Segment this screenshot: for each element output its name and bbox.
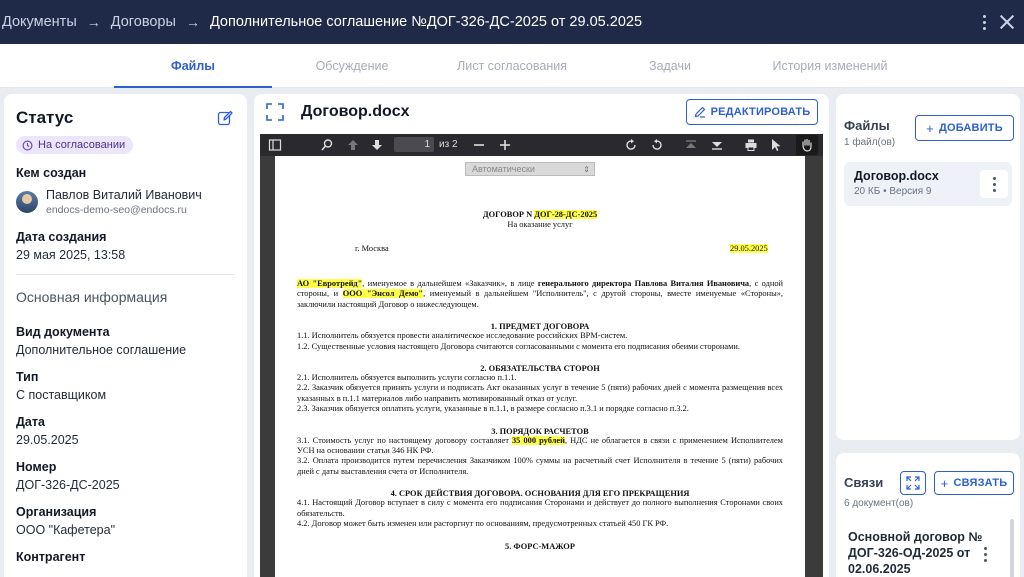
print-icon[interactable] <box>744 138 758 152</box>
tab-discussion[interactable]: Обсуждение <box>315 59 389 73</box>
links-count: 6 документ(ов) <box>844 498 914 509</box>
more-options-icon[interactable] <box>982 15 986 30</box>
breadcrumb-contracts[interactable]: Договоры <box>110 14 176 30</box>
avatar <box>16 191 38 213</box>
contract-amount: 35 000 рублей <box>511 435 565 445</box>
field-label: Дата <box>16 414 45 429</box>
top-bar <box>0 0 1024 44</box>
contract-subtitle: На оказание услуг <box>507 220 573 229</box>
city-date-line <box>297 244 783 255</box>
tab-approval-sheet[interactable]: Лист согласования <box>457 59 567 73</box>
field-counterparty <box>16 550 235 564</box>
rotate-counterclockwise-icon[interactable] <box>650 138 664 152</box>
created-by-label: Кем создан <box>16 165 87 180</box>
edit-document-label: РЕДАКТИРОВАТЬ <box>710 106 811 118</box>
breadcrumb-documents[interactable]: Документы <box>2 14 77 30</box>
next-page-icon[interactable] <box>370 138 384 152</box>
field-label: Тип <box>16 369 39 384</box>
breadcrumb <box>0 14 642 30</box>
document-page <box>275 156 805 577</box>
file-title: Договор.docx <box>301 103 410 120</box>
previous-page-icon[interactable] <box>346 138 360 152</box>
section-paragraph: 4.1. Настоящий Договор вступает в силу с момента его подписания Сторонами и действует до полного выполнения Сторонами своих обязательств. <box>297 498 783 518</box>
add-file-label: ДОБАВИТЬ <box>938 122 1003 134</box>
linked-document[interactable]: Основной договор № ДОГ-326-ОД-2025 от 02.06.2025 <box>848 530 983 576</box>
zoom-out-icon[interactable] <box>472 138 486 152</box>
links-scrollbar[interactable] <box>1010 519 1014 577</box>
expand-icon <box>906 476 920 490</box>
tabs-bar <box>0 44 1024 88</box>
sidebar-toggle-icon[interactable] <box>268 138 282 152</box>
intro-text: , с одной стороны, и <box>297 279 784 299</box>
search-icon[interactable] <box>320 138 334 152</box>
section-5-title: 5. ФОРС-МАЖОР <box>505 541 575 551</box>
section-paragraph: 2.1. Исполнитель обязуется выполнить услуги согласно п.1.1. <box>297 373 517 383</box>
field-organization <box>16 505 235 537</box>
section-paragraph: 3.2. Оплата производится путем перечисления Заказчиком 100% суммы на расчетный счет Исполнителя в течение 5 (пяти) рабочих дней с даты выставления счета от Исполнителя. <box>297 456 783 476</box>
cursor-tool-icon[interactable] <box>769 138 783 152</box>
intro-text: , именуемое в дальнейшем «Заказчик», в лице <box>362 279 538 288</box>
files-panel <box>836 94 1020 440</box>
tab-tasks[interactable]: Задачи <box>649 59 691 73</box>
linked-more-icon[interactable] <box>984 547 987 562</box>
plus-icon: + <box>926 120 934 136</box>
field-doc-kind <box>16 325 235 357</box>
paragraph-text: 3.1. Стоимость услуг по настоящему договору составляет <box>297 435 512 445</box>
tab-history[interactable]: История изменений <box>772 59 888 73</box>
creator-email: endocs-demo-seo@endocs.ru <box>46 203 187 216</box>
section-paragraph <box>297 436 783 457</box>
first-page-icon[interactable] <box>684 138 698 152</box>
links-title: Связи <box>844 475 884 490</box>
pencil-icon <box>694 106 706 118</box>
divider <box>16 274 235 275</box>
hand-tool-button[interactable] <box>796 135 818 155</box>
zoom-in-icon[interactable] <box>498 138 512 152</box>
hand-tool-icon <box>800 138 814 152</box>
status-badge-label: На согласовании <box>38 139 126 151</box>
main-info-title: Основная информация <box>16 288 168 305</box>
expand-links-button[interactable] <box>900 471 926 495</box>
clock-icon <box>22 140 33 151</box>
section-4-title: 4. СРОК ДЕЙСТВИЯ ДОГОВОРА. ОСНОВАНИЯ ДЛЯ ЕГО ПРЕКРАЩЕНИЯ <box>390 489 690 499</box>
file-more-icon[interactable] <box>980 170 1008 198</box>
field-label: Номер <box>16 459 57 474</box>
edit-document-button[interactable] <box>686 99 818 125</box>
section-paragraph: 1.2. Существенные условия настоящего Договора считаются согласованными с момента его подписания обеими сторонами. <box>297 341 740 351</box>
contract-date: 29.05.2025 <box>730 244 768 253</box>
file-meta: 20 КБ • Версия 9 <box>854 186 932 197</box>
file-card[interactable] <box>844 162 1012 206</box>
fullscreen-icon[interactable] <box>266 103 284 121</box>
contract-city: г. Москва <box>355 244 389 253</box>
contract-title <box>297 210 783 219</box>
section-1-title: 1. ПРЕДМЕТ ДОГОВОРА <box>490 322 590 332</box>
status-title: Статус <box>16 108 74 127</box>
close-icon[interactable] <box>1000 15 1014 29</box>
field-label: Вид документа <box>16 324 110 339</box>
status-badge <box>16 136 133 154</box>
field-value: С поставщиком <box>16 387 107 402</box>
created-date-label: Дата создания <box>16 229 107 244</box>
files-count: 1 файл(ов) <box>844 137 896 148</box>
document-info-panel <box>4 94 247 577</box>
link-document-button[interactable] <box>934 471 1014 495</box>
document-viewer-panel <box>254 94 829 577</box>
field-label: Контрагент <box>16 549 86 564</box>
breadcrumb-arrow-icon: → <box>185 14 200 30</box>
add-file-button[interactable] <box>915 115 1014 141</box>
creator <box>16 188 235 216</box>
contractor-name: ООО "Энсол Демо" <box>342 289 424 299</box>
pdf-viewer <box>260 134 823 577</box>
director-name: генерального директора Павлова Виталия Ивановича <box>537 279 750 288</box>
rotate-clockwise-icon[interactable] <box>624 138 638 152</box>
paragraph-text: , НДС не облагается в связи с применением Исполнителем УСН на основании статьи 346 НК РФ. <box>297 435 783 456</box>
page-count: из 2 <box>439 139 458 150</box>
field-date <box>16 415 235 447</box>
intro-text: , именуемый в дальнейшем "Исполнитель", с другой стороны, вместе именуемые «Стороны», заключили настоящий Договор о нижеследующем. <box>297 289 783 309</box>
plus-icon: + <box>940 475 949 491</box>
field-value: Дополнительное соглашение <box>16 342 187 357</box>
contract-number: ДОГ-28-ДС-2025 <box>534 210 598 219</box>
section-paragraph: 2.2. Заказчик обязуется принять услуги и подписать Акт оказанных услуг в течение 5 (пяти) рабочих дней с момента размещения всех указанных в п.1.1 материалов либо направить мотивированный отказ от услуг. <box>297 383 783 403</box>
section-paragraph: 4.2. Договор может быть изменен или расторгнут по основаниям, предусмотренных статьей 450 ГК РФ. <box>297 519 669 529</box>
field-value: 29.05.2025 <box>16 432 79 447</box>
contract-title-prefix: ДОГОВОР N <box>482 210 535 219</box>
file-name: Договор.docx <box>854 169 939 183</box>
field-value: ООО "Кафетера" <box>16 522 116 537</box>
creator-name: Павлов Виталий Иванович <box>46 187 202 202</box>
section-3-title: 3. ПОРЯДОК РАСЧЕТОВ <box>491 426 589 436</box>
links-panel <box>836 453 1020 577</box>
field-value: ДОГ-326-ДС-2025 <box>16 477 120 492</box>
page-number-input[interactable]: 1 <box>394 137 434 152</box>
breadcrumb-arrow-icon: → <box>86 14 101 30</box>
field-number <box>16 460 235 492</box>
field-type <box>16 370 235 402</box>
created-date-value: 29 мая 2025, 13:58 <box>16 247 126 262</box>
breadcrumb-current: Дополнительное соглашение №ДОГ-326-ДС-2025 от 29.05.2025 <box>209 14 643 30</box>
section-2-title: 2. ОБЯЗАТЕЛЬСТВА СТОРОН <box>480 364 600 374</box>
tab-files[interactable]: Файлы <box>114 44 272 88</box>
edit-icon[interactable] <box>217 110 233 126</box>
zoom-select[interactable]: Автоматически ⇕ <box>465 162 595 176</box>
files-title: Файлы <box>844 118 890 133</box>
pdf-toolbar <box>260 134 823 156</box>
contract-intro <box>297 279 783 310</box>
link-document-label: СВЯЗАТЬ <box>953 477 1008 489</box>
section-paragraph: 2.3. Заказчик обязуется оплатить услуги, указанные в п.1.1, в размере согласно п.3.1 и порядке согласно п.3.2. <box>297 404 689 414</box>
section-paragraph: 1.1. Исполнитель обязуется провести аналитическое исследование российских BPM-систем. <box>297 331 628 341</box>
customer-name: АО "Евротрейд" <box>297 279 363 288</box>
field-label: Организация <box>16 504 97 519</box>
last-page-icon[interactable] <box>710 138 724 152</box>
